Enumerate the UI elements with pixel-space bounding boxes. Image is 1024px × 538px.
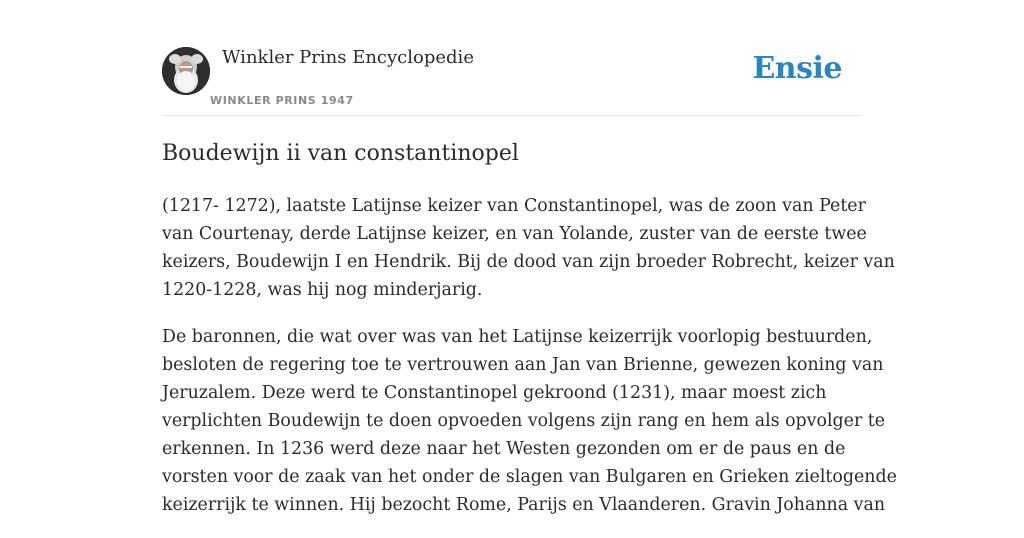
text-line: van Courtenay, derde Latijnse keizer, en van Yolande, zuster van de eerste twee	[162, 224, 867, 244]
text-line: erkennen. In 1236 werd deze naar het Westen gezonden om er de paus en de	[162, 439, 846, 459]
source-subtitle[interactable]: WINKLER PRINS 1947	[210, 94, 354, 107]
article-title: Boudewijn ii van constantinopel	[162, 141, 519, 166]
text-line: keizers, Boudewijn I en Hendrik. Bij de dood van zijn broeder Robrecht, keizer van	[162, 252, 895, 272]
text-line: Jeruzalem. Deze werd te Constantinopel gekroond (1231), maar moest zich	[162, 383, 827, 403]
text-line: verplichten Boudewijn te doen opvoeden volgens zijn rang en hem als opvolger te	[162, 411, 886, 431]
source-title[interactable]: Winkler Prins Encyclopedie	[222, 47, 474, 68]
source-header	[162, 0, 862, 116]
page	[162, 0, 897, 515]
article-body	[162, 192, 897, 538]
text-line: De baronnen, die wat over was van het Latijnse keizerrijk voorlopig bestuurden,	[162, 327, 873, 347]
text-line: (1217- 1272), laatste Latijnse keizer van Constantinopel, was de zoon van Peter	[162, 196, 866, 216]
text-line: vorsten voor de zaak van het onder de slagen van Bulgaren en Grieken zieltogende	[162, 467, 897, 487]
paragraph-1	[162, 192, 895, 304]
text-line: keizerrijk te winnen. Hij bezocht Rome, Parijs en Vlaanderen. Gravin Johanna van	[162, 495, 886, 515]
text-line: 1220-1228, was hij nog minderjarig.	[162, 280, 483, 300]
source-avatar-icon[interactable]	[162, 47, 210, 95]
ensie-logo[interactable]: Ensie	[752, 51, 842, 86]
paragraph-2	[162, 323, 897, 519]
text-line: besloten de regering toe te vertrouwen aan Jan van Brienne, gewezen koning van	[162, 355, 884, 375]
